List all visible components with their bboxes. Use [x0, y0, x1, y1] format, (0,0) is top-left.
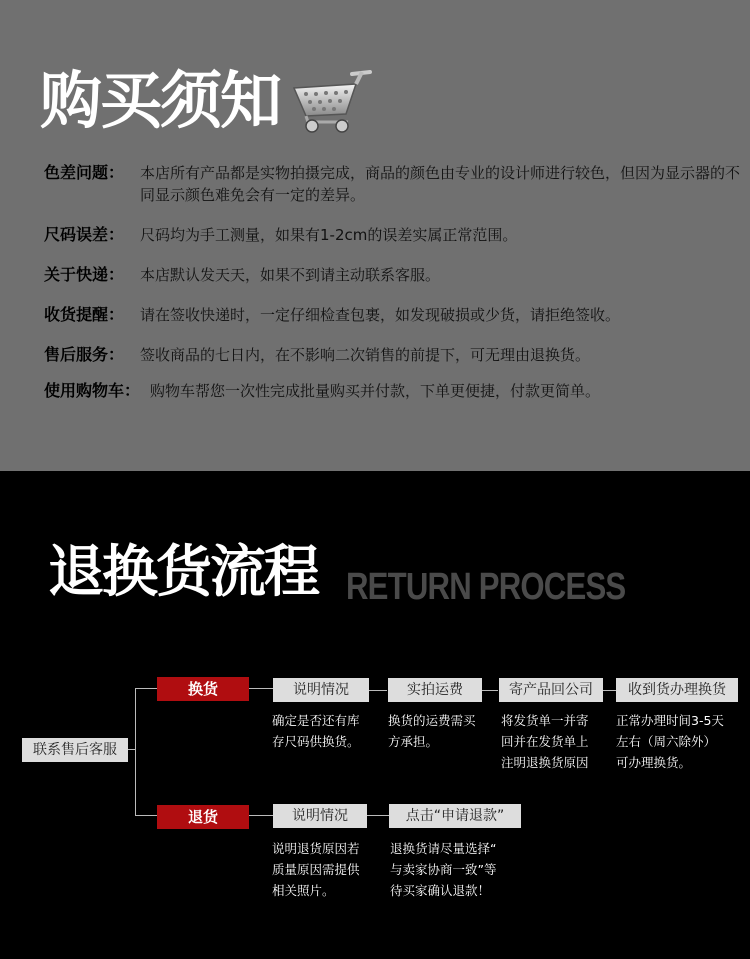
notice-item-delivery — [44, 264, 441, 286]
refund-step-explain: 说明情况 — [273, 804, 367, 828]
desc-line: 方承担。 — [388, 734, 439, 749]
notice-item-text: 请在签收快递时，一定仔细检查包裹，如发现破损或少货，请拒绝签收。 — [140, 306, 621, 324]
connector-line — [135, 688, 157, 689]
exchange-step-receive: 收到货办理换货 — [616, 678, 738, 702]
exchange-desc-2 — [388, 710, 476, 752]
connector-line — [249, 688, 273, 689]
refund-desc-1 — [272, 838, 360, 901]
notice-item-aftersale — [44, 344, 591, 366]
notice-item-text: 本店所有产品都是实物拍摄完成，商品的颜色由专业的设计师进行较色，但因为显示器的不同显示颜色难免会有一定的差异。 — [140, 164, 741, 204]
exchange-desc-4 — [616, 710, 724, 773]
notice-item-receipt — [44, 304, 621, 326]
desc-line: 换货的运费需买 — [388, 713, 476, 728]
notice-item-label: 使用购物车： — [44, 381, 141, 400]
desc-line: 可办理换货。 — [616, 755, 692, 770]
desc-line: 注明退换货原因 — [501, 755, 589, 770]
connector-line — [135, 815, 157, 816]
notice-item-color — [44, 162, 741, 204]
desc-line: 质量原因需提供 — [272, 862, 360, 877]
connector-line — [603, 690, 616, 691]
exchange-step-explain: 说明情况 — [273, 678, 369, 702]
desc-line: 左右（周六除外） — [616, 734, 717, 749]
exchange-step-photo: 实拍运费 — [388, 678, 482, 702]
exchange-label: 换货 — [157, 677, 249, 701]
desc-line: 说明退货原因若 — [272, 841, 360, 856]
desc-line: 存尺码供换货。 — [272, 734, 360, 749]
connector-line — [369, 690, 387, 691]
notice-item-text: 签收商品的七日内，在不影响二次销售的前提下，可无理由退换货。 — [140, 346, 591, 364]
notice-item-label: 色差问题： — [44, 163, 125, 182]
exchange-desc-3 — [501, 710, 589, 773]
desc-line: 回并在发货单上 — [501, 734, 589, 749]
notice-item-cart — [44, 380, 601, 402]
notice-item-label: 尺码误差： — [44, 225, 125, 244]
desc-line: 退换货请尽量选择“ — [390, 841, 497, 856]
desc-line: 相关照片。 — [272, 883, 335, 898]
connector-line — [135, 688, 136, 815]
process-title: 退换货流程 — [48, 540, 318, 605]
refund-label: 退货 — [157, 805, 249, 829]
desc-line: 待买家确认退款！ — [390, 883, 491, 898]
exchange-step-send: 寄产品回公司 — [499, 678, 603, 702]
notice-item-label: 收货提醒： — [44, 305, 125, 324]
process-subtitle: RETURN PROCESS — [346, 566, 626, 608]
exchange-desc-1 — [272, 710, 360, 752]
notice-item-text: 尺码均为手工测量，如果有1-2cm的误差实属正常范围。 — [140, 226, 518, 244]
connector-line — [249, 815, 273, 816]
contact-service-box: 联系售后客服 — [22, 738, 128, 762]
desc-line: 与卖家协商一致”等 — [390, 862, 497, 877]
refund-desc-2 — [390, 838, 496, 901]
shopping-cart-icon — [290, 66, 374, 134]
connector-line — [367, 815, 389, 816]
refund-step-apply: 点击“申请退款” — [389, 804, 521, 828]
notice-item-label: 售后服务： — [44, 345, 125, 364]
notice-item-text: 购物车帮您一次性完成批量购买并付款，下单更便捷，付款更简单。 — [150, 382, 601, 400]
desc-line: 确定是否还有库 — [272, 713, 360, 728]
notice-item-text: 本店默认发天天，如果不到请主动联系客服。 — [140, 266, 441, 284]
connector-line — [482, 690, 498, 691]
desc-line: 正常办理时间3-5天 — [616, 713, 724, 728]
notice-item-size — [44, 224, 518, 246]
notice-title: 购买须知 — [40, 64, 281, 137]
desc-line: 将发货单一并寄 — [501, 713, 589, 728]
notice-item-label: 关于快递： — [44, 265, 125, 284]
